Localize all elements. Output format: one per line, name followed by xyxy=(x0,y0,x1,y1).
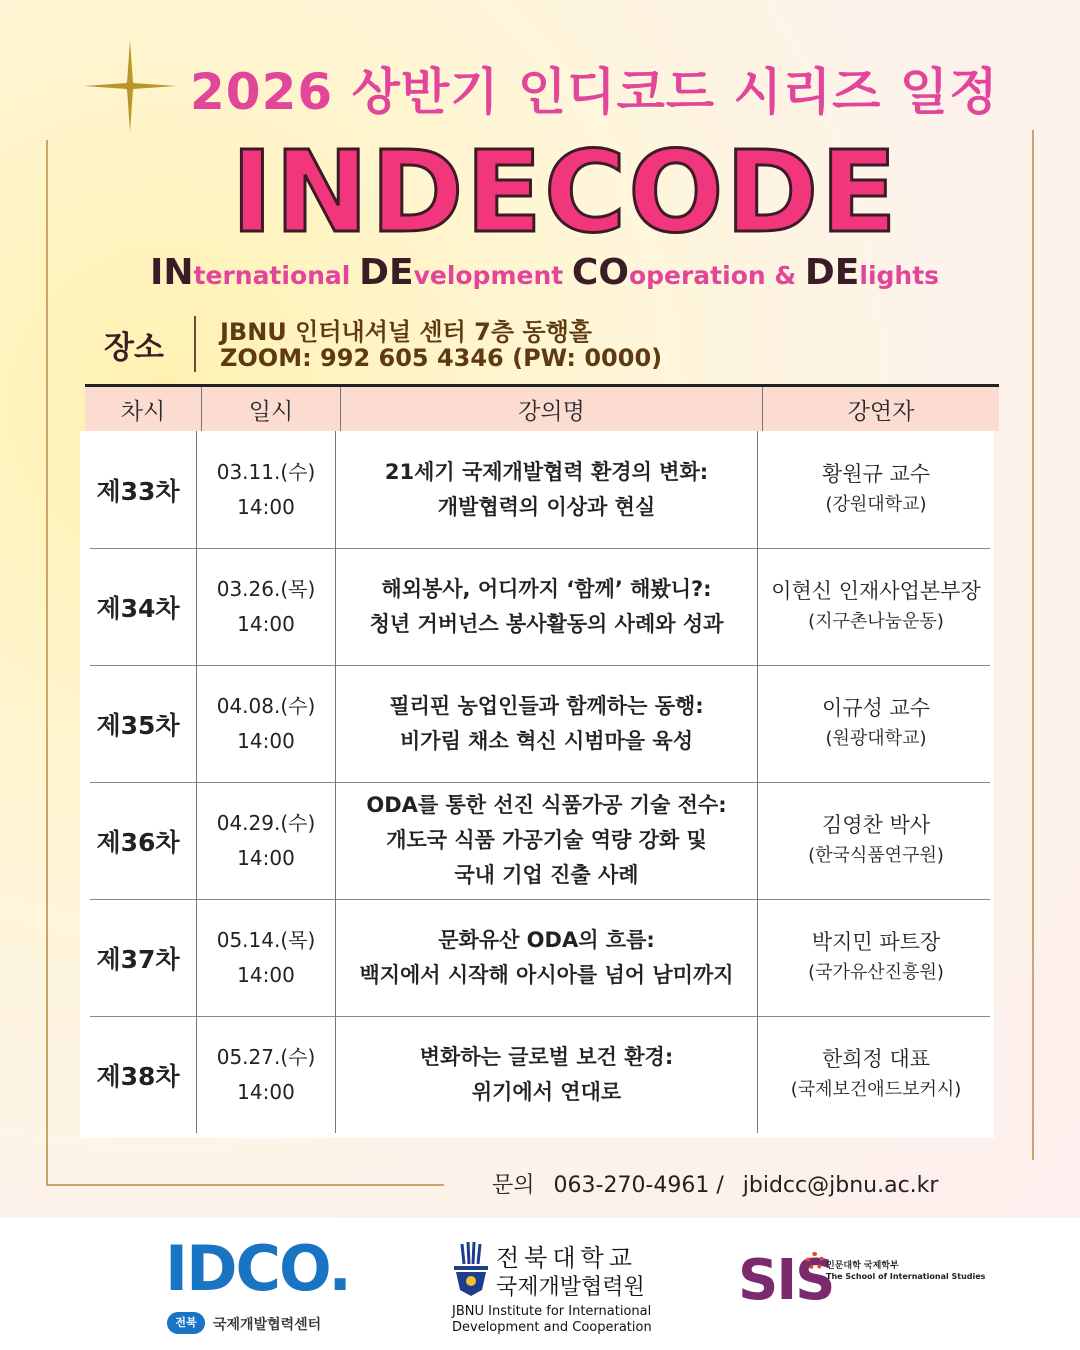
speaker-affiliation: (지구촌나눔운동) xyxy=(808,611,944,632)
date-cell xyxy=(197,548,336,665)
session-cell xyxy=(80,899,197,1016)
jbnu-university-name: 전북대학교 xyxy=(496,1244,637,1272)
date-cell xyxy=(197,782,336,899)
sis-logo-mark: SIS xyxy=(738,1248,834,1313)
speaker-cell xyxy=(758,1016,994,1133)
session-time: 14:00 xyxy=(237,728,295,753)
session-date: 04.29.(수) xyxy=(216,810,316,835)
speaker-cell xyxy=(758,431,994,548)
speaker-name: 김영찬 박사 xyxy=(821,813,931,837)
lecture-cell xyxy=(336,1016,758,1133)
idcc-logo xyxy=(165,1232,350,1333)
table-row xyxy=(80,548,994,665)
idcc-logo-mark: IDCO. xyxy=(165,1232,350,1305)
speaker-affiliation: (한국식품연구원) xyxy=(808,845,944,866)
speaker-affiliation: (국가유산진흥원) xyxy=(808,962,944,983)
frame-bottom-line xyxy=(46,1184,444,1186)
venue-divider xyxy=(194,316,196,372)
contact-email[interactable]: jbidcc@jbnu.ac.kr xyxy=(742,1173,939,1198)
speaker-name: 황원규 교수 xyxy=(821,462,931,486)
venue-zoom: ZOOM: 992 605 4346 (PW: 0000) xyxy=(220,344,663,372)
footer-logos xyxy=(0,1218,1080,1350)
speaker-name: 이규성 교수 xyxy=(821,696,931,720)
lecture-title-line: 해외봉사, 어디까지 ‘함께’ 해봤니?: xyxy=(381,576,712,601)
tagline-cap: DE xyxy=(804,252,860,293)
speaker-cell xyxy=(758,782,994,899)
session-cell xyxy=(80,782,197,899)
header-session: 차시 xyxy=(85,387,202,431)
tagline-rest: velopment xyxy=(413,261,572,290)
lecture-cell xyxy=(336,548,758,665)
lecture-title-line: 개도국 식품 가공기술 역량 강화 및 xyxy=(386,828,707,852)
session-date: 03.11.(수) xyxy=(216,459,316,484)
lecture-cell xyxy=(336,899,758,1016)
sis-korean-name: 인문대학 국제학부 xyxy=(826,1261,899,1271)
table-row xyxy=(80,1016,994,1133)
session-time: 14:00 xyxy=(237,845,295,870)
speaker-affiliation: (원광대학교) xyxy=(825,728,927,749)
lecture-title-line: 비가림 채소 혁신 시범마을 육성 xyxy=(400,728,693,753)
lecture-title-line: 변화하는 글로벌 보건 환경: xyxy=(419,1044,674,1069)
lecture-title-line: 필리핀 농업인들과 함께하는 동행: xyxy=(389,693,704,718)
tagline-rest: lights xyxy=(859,261,940,290)
lecture-title-line: 청년 거버넌스 봉사활동의 사례와 성과 xyxy=(369,611,724,636)
session-cell xyxy=(80,431,197,548)
speaker-name: 박지민 파트장 xyxy=(811,930,941,954)
date-cell xyxy=(197,899,336,1016)
table-row xyxy=(80,899,994,1016)
header-speaker: 강연자 xyxy=(847,398,915,425)
jbnu-institute-name: 국제개발협력원 xyxy=(496,1275,645,1300)
tagline-cap: DE xyxy=(359,252,414,293)
lecture-cell xyxy=(336,782,758,899)
venue-label: 장소 xyxy=(104,330,164,366)
series-subtitle: 2026 상반기 인디코드 시리즈 일정 xyxy=(190,63,999,121)
frame-left-line xyxy=(46,140,48,1185)
session-cell xyxy=(80,665,197,782)
session-number: 제37차 xyxy=(96,944,180,974)
session-cell xyxy=(80,548,197,665)
table-row xyxy=(80,782,994,899)
session-number: 제33차 xyxy=(96,476,180,506)
session-time: 14:00 xyxy=(237,962,295,987)
session-number: 제35차 xyxy=(96,710,180,740)
date-cell xyxy=(197,665,336,782)
contact-label: 문의 xyxy=(492,1173,535,1198)
table-row xyxy=(80,431,994,548)
contact-info xyxy=(492,1168,950,1199)
jbnu-emblem-icon xyxy=(450,1240,492,1298)
session-date: 05.14.(목) xyxy=(216,927,316,952)
idcc-badge: 전북 xyxy=(167,1312,205,1334)
lecture-title-line: 백지에서 시작해 아시아를 넘어 남미까지 xyxy=(359,962,734,987)
contact-phone[interactable]: 063-270-4961 / xyxy=(553,1173,724,1198)
sis-logo xyxy=(738,1248,986,1318)
session-time: 14:00 xyxy=(237,611,295,636)
session-date: 03.26.(목) xyxy=(216,576,316,601)
speaker-name: 한희정 대표 xyxy=(821,1047,931,1071)
idcc-name: 국제개발협력센터 xyxy=(213,1317,322,1333)
table-header xyxy=(85,387,999,431)
session-date: 04.08.(수) xyxy=(216,693,316,718)
speaker-affiliation: (강원대학교) xyxy=(825,494,927,515)
lecture-cell xyxy=(336,431,758,548)
session-date: 05.27.(수) xyxy=(216,1044,316,1069)
sparkle-icon xyxy=(80,36,180,136)
tagline-rest: ternational xyxy=(193,261,360,290)
frame-right-line xyxy=(1032,130,1034,1160)
lecture-title-line: 문화유산 ODA의 흐름: xyxy=(438,927,655,952)
date-cell xyxy=(197,431,336,548)
lecture-cell xyxy=(336,665,758,782)
speaker-cell xyxy=(758,665,994,782)
tagline-cap: CO xyxy=(571,252,629,293)
speaker-cell xyxy=(758,548,994,665)
page-title: INDECODE xyxy=(231,128,899,258)
tagline-rest: operation & xyxy=(628,261,805,290)
schedule-table xyxy=(80,431,994,1138)
lecture-title-line: ODA를 통한 선진 식품가공 기술 전수: xyxy=(366,793,727,817)
sdg-ring-icon xyxy=(806,1252,824,1270)
speaker-affiliation: (국제보건애드보커시) xyxy=(790,1079,962,1100)
session-cell xyxy=(80,1016,197,1133)
session-number: 제38차 xyxy=(96,1061,180,1091)
tagline-cap: IN xyxy=(150,252,194,293)
speaker-cell xyxy=(758,899,994,1016)
session-number: 제36차 xyxy=(96,827,180,857)
speaker-name: 이현신 인재사업본부장 xyxy=(771,579,981,603)
session-time: 14:00 xyxy=(237,494,295,519)
tagline xyxy=(150,252,980,293)
venue-location: JBNU 인터내셔널 센터 7층 동행홀 xyxy=(220,318,592,346)
jbnu-english-name-line: JBNU Institute for International xyxy=(452,1304,652,1319)
header-date: 일시 xyxy=(202,387,341,431)
session-number: 제34차 xyxy=(96,593,180,623)
sis-english-name: The School of International Studies xyxy=(826,1272,986,1281)
session-time: 14:00 xyxy=(237,1079,295,1104)
lecture-title-line: 국내 기업 진출 사례 xyxy=(454,863,639,887)
lecture-title-line: 개발협력의 이상과 현실 xyxy=(437,494,656,519)
table-row xyxy=(80,665,994,782)
header-lecture: 강의명 xyxy=(341,387,763,431)
lecture-title-line: 위기에서 연대로 xyxy=(471,1079,622,1104)
date-cell xyxy=(197,1016,336,1133)
lecture-title-line: 21세기 국제개발협력 환경의 변화: xyxy=(384,459,709,484)
jbnu-english-name-line: Development and Cooperation xyxy=(452,1320,652,1335)
jbnu-logo xyxy=(450,1236,650,1336)
